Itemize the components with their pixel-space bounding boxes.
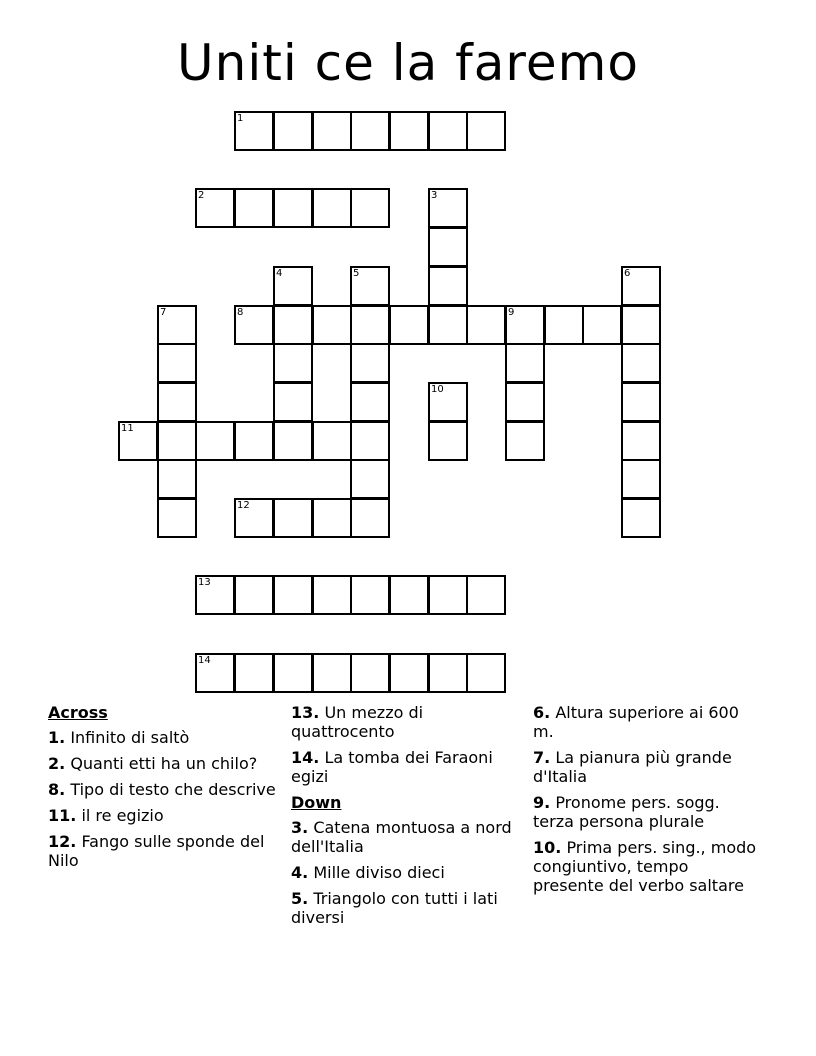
crossword-cell[interactable] xyxy=(350,575,390,615)
crossword-cell[interactable] xyxy=(428,421,468,461)
crossword-cell[interactable] xyxy=(389,653,429,693)
crossword-cell[interactable] xyxy=(312,111,352,151)
crossword-cell[interactable] xyxy=(350,111,390,151)
crossword-cell[interactable] xyxy=(312,575,352,615)
crossword-cell[interactable] xyxy=(389,111,429,151)
crossword-cell[interactable] xyxy=(389,575,429,615)
clue-down-7 xyxy=(533,748,763,786)
crossword-cell[interactable] xyxy=(157,305,197,345)
page-title: Uniti ce la faremo xyxy=(177,34,639,92)
crossword-cell[interactable] xyxy=(234,653,274,693)
clue-across-12 xyxy=(48,832,278,870)
clue-across-11 xyxy=(48,806,278,825)
crossword-cell[interactable] xyxy=(273,421,313,461)
crossword-cell[interactable] xyxy=(428,227,468,267)
crossword-cell[interactable] xyxy=(350,305,390,345)
clue-text: Prima pers. sing., modo congiuntivo, tempo presente del verbo saltare xyxy=(533,838,757,895)
cell-number: 10 xyxy=(431,384,444,395)
clue-text: La tomba dei Faraoni egizi xyxy=(291,748,493,786)
clue-across-14 xyxy=(291,748,521,786)
crossword-cell[interactable] xyxy=(621,266,661,306)
crossword-cell[interactable] xyxy=(466,575,506,615)
clue-text: Triangolo con tutti i lati diversi xyxy=(291,889,498,927)
clue-number: 3. xyxy=(291,818,309,837)
crossword-cell[interactable] xyxy=(505,382,545,422)
crossword-cell[interactable] xyxy=(234,421,274,461)
crossword-cell[interactable] xyxy=(428,575,468,615)
crossword-cell[interactable] xyxy=(273,111,313,151)
cell-number: 13 xyxy=(198,577,211,588)
crossword-cell[interactable] xyxy=(621,382,661,422)
clue-down-4 xyxy=(291,863,521,882)
clue-text: Infinito di saltò xyxy=(70,728,190,747)
crossword-cell[interactable] xyxy=(312,305,352,345)
clue-text: Altura superiore ai 600 m. xyxy=(533,703,739,741)
crossword-cell[interactable] xyxy=(428,188,468,228)
crossword-cell[interactable] xyxy=(505,305,545,345)
crossword-cell[interactable] xyxy=(350,498,390,538)
clue-text: Pronome pers. sogg. terza persona plurale xyxy=(533,793,720,831)
crossword-cell[interactable] xyxy=(466,111,506,151)
crossword-cell[interactable] xyxy=(118,421,158,461)
clue-number: 7. xyxy=(533,748,551,767)
clue-number: 14. xyxy=(291,748,320,767)
crossword-cell[interactable] xyxy=(428,382,468,422)
clue-text: Tipo di testo che descrive xyxy=(70,780,276,799)
crossword-cell[interactable] xyxy=(234,111,274,151)
cell-number: 4 xyxy=(276,268,283,279)
crossword-cell[interactable] xyxy=(582,305,622,345)
clue-number: 5. xyxy=(291,889,309,908)
crossword-cell[interactable] xyxy=(312,421,352,461)
cell-number: 11 xyxy=(121,423,134,434)
clue-text: il re egizio xyxy=(81,806,164,825)
crossword-cell[interactable] xyxy=(273,305,313,345)
crossword-cell[interactable] xyxy=(195,653,235,693)
clue-number: 4. xyxy=(291,863,309,882)
clue-text: Mille diviso dieci xyxy=(313,863,445,882)
clue-text: Fango sulle sponde del Nilo xyxy=(48,832,265,870)
crossword-cell[interactable] xyxy=(157,459,197,499)
crossword-cell[interactable] xyxy=(505,421,545,461)
crossword-cell[interactable] xyxy=(621,498,661,538)
clue-across-1 xyxy=(48,728,278,747)
crossword-cell[interactable] xyxy=(273,575,313,615)
clue-across-2 xyxy=(48,754,278,773)
crossword-cell[interactable] xyxy=(195,421,235,461)
crossword-cell[interactable] xyxy=(621,421,661,461)
cell-number: 14 xyxy=(198,655,211,666)
crossword-cell[interactable] xyxy=(157,343,197,383)
crossword-cell[interactable] xyxy=(389,305,429,345)
clue-number: 8. xyxy=(48,780,66,799)
clue-text: Quanti etti ha un chilo? xyxy=(70,754,258,773)
crossword-cell[interactable] xyxy=(312,653,352,693)
clue-number: 1. xyxy=(48,728,66,747)
crossword-cell[interactable] xyxy=(157,498,197,538)
cell-number: 5 xyxy=(353,268,360,279)
crossword-cell[interactable] xyxy=(428,653,468,693)
crossword-cell[interactable] xyxy=(621,305,661,345)
clue-number: 10. xyxy=(533,838,562,857)
crossword-cell[interactable] xyxy=(312,188,352,228)
cell-number: 7 xyxy=(160,307,167,318)
clue-down-10 xyxy=(533,838,763,895)
crossword-cell[interactable] xyxy=(273,653,313,693)
across-heading: Across xyxy=(48,703,108,722)
clue-number: 11. xyxy=(48,806,77,825)
crossword-cell[interactable] xyxy=(312,498,352,538)
crossword-cell[interactable] xyxy=(157,382,197,422)
clue-number: 2. xyxy=(48,754,66,773)
crossword-cell[interactable] xyxy=(428,266,468,306)
clue-text: La pianura più grande d'Italia xyxy=(533,748,732,786)
down-heading: Down xyxy=(291,793,342,812)
cell-number: 6 xyxy=(624,268,631,279)
cell-number: 3 xyxy=(431,190,438,201)
crossword-cell[interactable] xyxy=(234,498,274,538)
cell-number: 9 xyxy=(508,307,515,318)
crossword-cell[interactable] xyxy=(466,305,506,345)
crossword-cell[interactable] xyxy=(273,498,313,538)
crossword-cell[interactable] xyxy=(234,188,274,228)
crossword-cell[interactable] xyxy=(428,305,468,345)
clues-column-1 xyxy=(48,703,278,877)
crossword-cell[interactable] xyxy=(273,266,313,306)
clue-number: 9. xyxy=(533,793,551,812)
clue-number: 6. xyxy=(533,703,551,722)
crossword-cell[interactable] xyxy=(621,459,661,499)
crossword-cell[interactable] xyxy=(466,653,506,693)
clue-text: Catena montuosa a nord dell'Italia xyxy=(291,818,512,856)
crossword-cell[interactable] xyxy=(350,266,390,306)
crossword-cell[interactable] xyxy=(621,343,661,383)
crossword-cell[interactable] xyxy=(505,343,545,383)
crossword-cell[interactable] xyxy=(428,111,468,151)
crossword-cell[interactable] xyxy=(273,382,313,422)
crossword-cell[interactable] xyxy=(350,188,390,228)
crossword-cell[interactable] xyxy=(157,421,197,461)
cell-number: 2 xyxy=(198,190,205,201)
clue-number: 12. xyxy=(48,832,77,851)
crossword-cell[interactable] xyxy=(350,459,390,499)
cell-number: 12 xyxy=(237,500,250,511)
clue-down-5 xyxy=(291,889,521,927)
crossword-cell[interactable] xyxy=(195,188,235,228)
clue-across-13 xyxy=(291,703,521,741)
crossword-cell[interactable] xyxy=(273,343,313,383)
crossword-cell[interactable] xyxy=(350,653,390,693)
clue-number: 13. xyxy=(291,703,320,722)
crossword-cell[interactable] xyxy=(350,343,390,383)
clue-across-8 xyxy=(48,780,278,799)
crossword-cell[interactable] xyxy=(234,305,274,345)
crossword-cell[interactable] xyxy=(273,188,313,228)
crossword-cell[interactable] xyxy=(234,575,274,615)
cell-number: 8 xyxy=(237,307,244,318)
clue-down-6 xyxy=(533,703,763,741)
clues-column-2 xyxy=(291,703,521,934)
cell-number: 1 xyxy=(237,113,244,124)
clue-text: Un mezzo di quattrocento xyxy=(291,703,424,741)
crossword-cell[interactable] xyxy=(350,382,390,422)
crossword-cell[interactable] xyxy=(195,575,235,615)
clue-down-3 xyxy=(291,818,521,856)
crossword-cell[interactable] xyxy=(350,421,390,461)
crossword-cell[interactable] xyxy=(544,305,584,345)
clues-column-3 xyxy=(533,703,763,902)
clue-down-9 xyxy=(533,793,763,831)
